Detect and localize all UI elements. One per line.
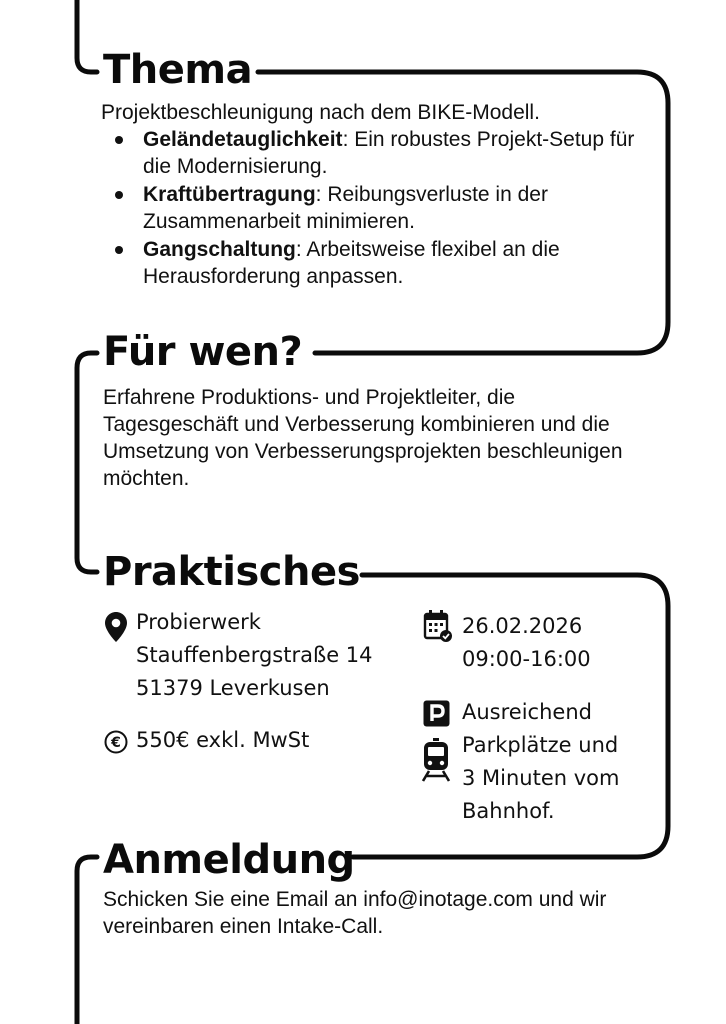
transport-block	[462, 696, 619, 828]
calendar-icon	[423, 609, 453, 643]
train-icon	[421, 738, 451, 782]
transport-line: Bahnhof.	[462, 799, 555, 823]
frame-line-fuer-wen	[77, 353, 97, 572]
transport-line: Parkplätze und	[462, 733, 619, 757]
date-block	[462, 610, 591, 676]
frame-line-anmeldung	[77, 857, 97, 1024]
heading-fuer-wen: Für wen?	[103, 329, 303, 375]
euro-icon	[104, 730, 128, 754]
map-pin-icon	[104, 611, 128, 643]
list-item	[101, 181, 641, 235]
location-block	[136, 606, 373, 705]
frame-line-top	[77, 0, 97, 72]
transport-line: Ausreichend	[462, 700, 592, 724]
location-name: Probierwerk	[136, 610, 261, 634]
bullet-text: : Ein robustes Projekt-Setup für die Modernisierung.	[143, 128, 635, 178]
price-text: 550€ exkl. MwSt	[136, 728, 310, 752]
date-text: 26.02.2026	[462, 614, 583, 638]
bullet-term: Kraftübertragung	[143, 183, 316, 206]
thema-intro: Projektbeschleunigung nach dem BIKE-Modell.	[101, 101, 540, 124]
bullet-text: : Reibungsverluste in der Zusammenarbeit minimieren.	[143, 183, 548, 233]
price-block	[136, 724, 309, 757]
location-street: Stauffenbergstraße 14	[136, 643, 373, 667]
heading-thema: Thema	[103, 47, 253, 93]
svg-text:€: €	[111, 735, 121, 751]
fuer-wen-text: Erfahrene Produktions- und Projektleiter, die Tagesgeschäft und Verbesserung kombinieren und die Umsetzung von Verbesserungsprojekten beschleunigen möchten.	[103, 386, 623, 490]
heading-anmeldung: Anmeldung	[103, 837, 355, 883]
list-item	[101, 126, 641, 180]
time-text: 09:00-16:00	[462, 647, 591, 671]
parking-icon	[423, 700, 450, 727]
thema-bullet-list	[101, 126, 641, 291]
location-city: 51379 Leverkusen	[136, 676, 330, 700]
bullet-term: Gangschaltung	[143, 238, 296, 261]
bullet-term: Geländetauglichkeit	[143, 128, 343, 151]
heading-praktisches: Praktisches	[103, 549, 360, 595]
transport-line: 3 Minuten vom	[462, 766, 620, 790]
bullet-text: : Arbeitsweise flexibel an die Herausforderung anpassen.	[143, 238, 560, 288]
anmeldung-text: Schicken Sie eine Email an info@inotage.com und wir vereinbaren einen Intake-Call.	[103, 888, 607, 938]
list-item	[101, 236, 641, 290]
